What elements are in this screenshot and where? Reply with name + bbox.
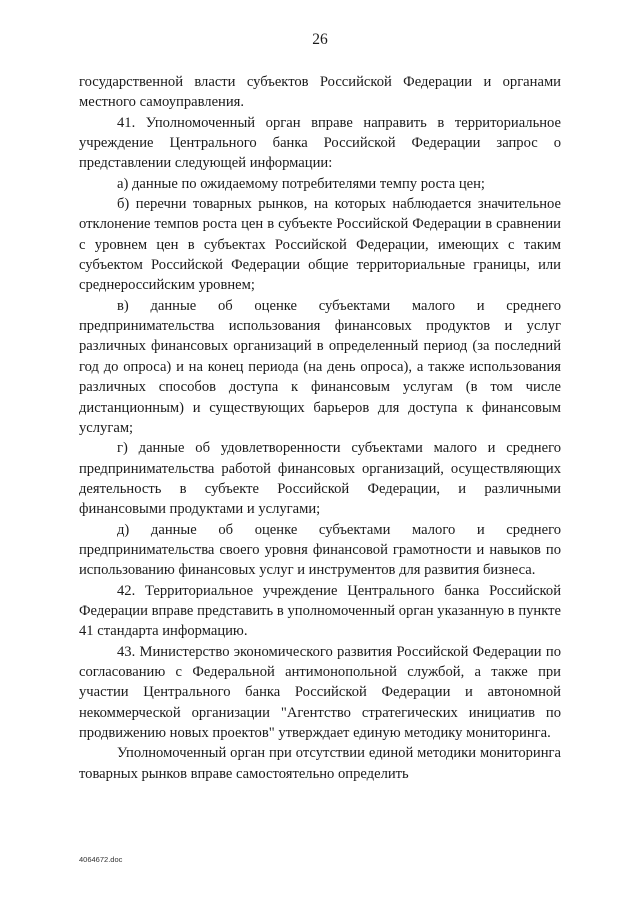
paragraph-item-a: а) данные по ожидаемому потребителями темпу роста цен; <box>117 175 485 192</box>
paragraph-clause-43: 43. Министерство экономического развития Российской Федерации по согласованию с Федеральной антимонопольной службой, а также при участии Центрального банка Российской Федерации и автономной некоммерческой организации "Агентство стратегических инициатив по продвижению новых проектов" утверждает единую методику мониторинга. <box>79 643 561 741</box>
paragraph-continuation: государственной власти субъектов Российской Федерации и органами местного самоуправления. <box>79 74 561 111</box>
paragraph-final: Уполномоченный орган при отсутствии единой методики мониторинга товарных рынков вправе самостоятельно определить <box>79 745 561 782</box>
paragraph-clause-41: 41. Уполномоченный орган вправе направить в территориальное учреждение Центрального банка Российской Федерации запрос о представлении следующей информации: <box>79 114 561 172</box>
paragraph-clause-42: 42. Территориальное учреждение Центрального банка Российской Федерации вправе представить в уполномоченный орган указанную в пункте 41 стандарта информацию. <box>79 582 561 640</box>
file-reference: 4064672.doc <box>79 855 123 864</box>
page-number: 26 <box>312 31 328 48</box>
paragraph-item-b: б) перечни товарных рынков, на которых наблюдается значительное отклонение темпов роста цен в субъекте Российской Федерации в сравнении с уровнем цен в субъектах Российской Федерации, имеющих с таким субъектом Российской Федерации общие территориальные границы, или среднероссийским уровнем; <box>79 196 561 294</box>
paragraph-item-d: д) данные об оценке субъектами малого и среднего предпринимательства своего уровня финансовой грамотности и навыков по использованию финансовых услуг и инструментов для развития бизнеса. <box>79 521 561 579</box>
paragraph-item-v: в) данные об оценке субъектами малого и среднего предпринимательства использования финансовых продуктов и услуг различных финансовых организаций в определенный период (за последний год до опроса) и на конец периода (на день опроса), а также использования различных способов доступа к финансовым услугам (в том числе дистанционным) и существующих барьеров для доступа к финансовым услугам; <box>79 297 561 436</box>
paragraph-item-g: г) данные об удовлетворенности субъектами малого и среднего предпринимательства работой финансовых организаций, осуществляющих деятельность в субъекте Российской Федерации, и различными финансовыми продуктами и услугами; <box>79 440 561 518</box>
document-body <box>79 72 561 784</box>
